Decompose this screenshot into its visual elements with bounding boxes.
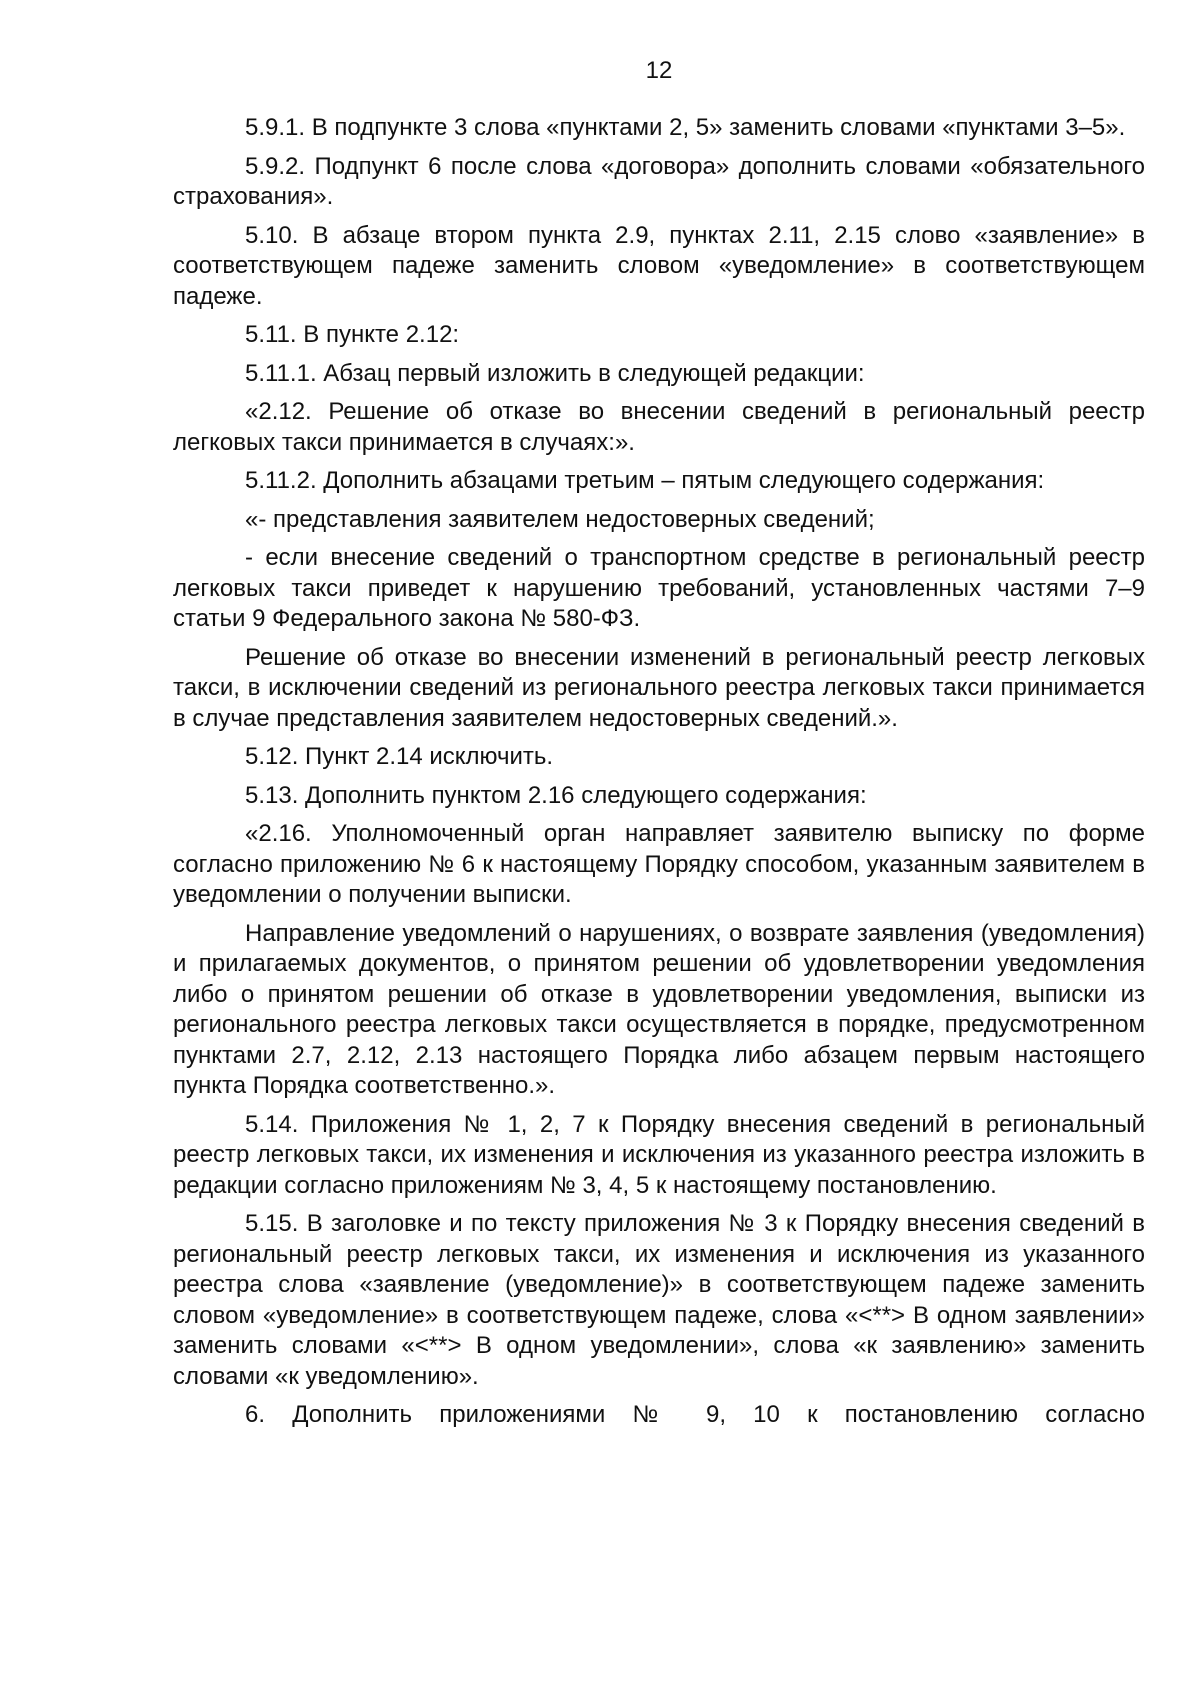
paragraph-5-12: 5.12. Пункт 2.14 исключить.	[245, 743, 554, 770]
paragraph-5-14: 5.14. Приложения № 1, 2, 7 к Порядку внесения сведений в региональный реестр легковых такси, их изменения и исключения из указанного реестра изложить в редакции согласно приложениям № 3, 4, 5 к настоящему постановлению.	[173, 1110, 1145, 1199]
paragraph-2-16-quote: «2.16. Уполномоченный орган направляет заявителю выписку по форме согласно приложению № 6 к настоящему Порядку способом, указанным заявителем в уведомлении о получении выписки.	[173, 820, 1145, 908]
page-number: 12	[645, 57, 673, 84]
paragraph-5-9-1: 5.9.1. В подпункте 3 слова «пунктами 2, 5» заменить словами «пунктами 3–5».	[245, 114, 1126, 141]
paragraph-5-10: 5.10. В абзаце втором пункта 2.9, пунктах 2.11, 2.15 слово «заявление» в соответствующем падеже заменить словом «уведомление» в соответствующем падеже.	[173, 221, 1145, 310]
paragraph-5-11: 5.11. В пункте 2.12:	[245, 321, 460, 348]
paragraph-quote-notifications: Направление уведомлений о нарушениях, о возврате заявления (уведомления) и прилагаемых документов, о принятом решении об удовлетворении уведомления либо о принятом решении об отказе в удовлетворении уведомления, выписки из регионального реестра легковых такси осуществляется в порядке, предусмотренном пунктами 2.7, 2.12, 2.13 настоящего Порядка либо абзацем первым настоящего пункта Порядка соответственно.».	[173, 919, 1145, 1099]
paragraph-quote-unreliable-info: «- представления заявителем недостоверных сведений;	[245, 505, 875, 533]
paragraph-5-15: 5.15. В заголовке и по тексту приложения № 3 к Порядку внесения сведений в региональный реестр легковых такси, их изменения и исключения из указанного реестра слова «заявление (уведомление)» в соответствующем падеже заменить словом «уведомление» в соответствующем падеже, слова «<**> В одном заявлении» заменить словами «<**> В одном уведомлении», слова «к заявлению» заменить словами «к уведомлению».	[173, 1210, 1145, 1390]
document-body	[173, 113, 1145, 1439]
paragraph-5-13: 5.13. Дополнить пунктом 2.16 следующего содержания:	[245, 781, 867, 809]
paragraph-6: 6. Дополнить приложениями № 9, 10 к постановлению согласно	[245, 1401, 1145, 1428]
paragraph-2-12-quote: «2.12. Решение об отказе во внесении сведений в региональный реестр легковых такси принимается в случаях:».	[173, 398, 1145, 456]
paragraph-5-11-1: 5.11.1. Абзац первый изложить в следующей редакции:	[245, 359, 865, 387]
paragraph-5-9-2: 5.9.2. Подпункт 6 после слова «договора» дополнить словами «обязательного страхования».	[173, 152, 1145, 210]
paragraph-quote-refusal-decision: Решение об отказе во внесении изменений в региональный реестр легковых такси, в исключении сведений из регионального реестра легковых такси принимается в случае представления заявителем недостоверных сведений.».	[173, 643, 1145, 732]
paragraph-5-11-2: 5.11.2. Дополнить абзацами третьим – пятым следующего содержания:	[245, 467, 1045, 494]
paragraph-quote-vehicle-requirements: - если внесение сведений о транспортном средстве в региональный реестр легковых такси приведет к нарушению требований, установленных частями 7–9 статьи 9 Федерального закона № 580-ФЗ.	[173, 544, 1145, 632]
